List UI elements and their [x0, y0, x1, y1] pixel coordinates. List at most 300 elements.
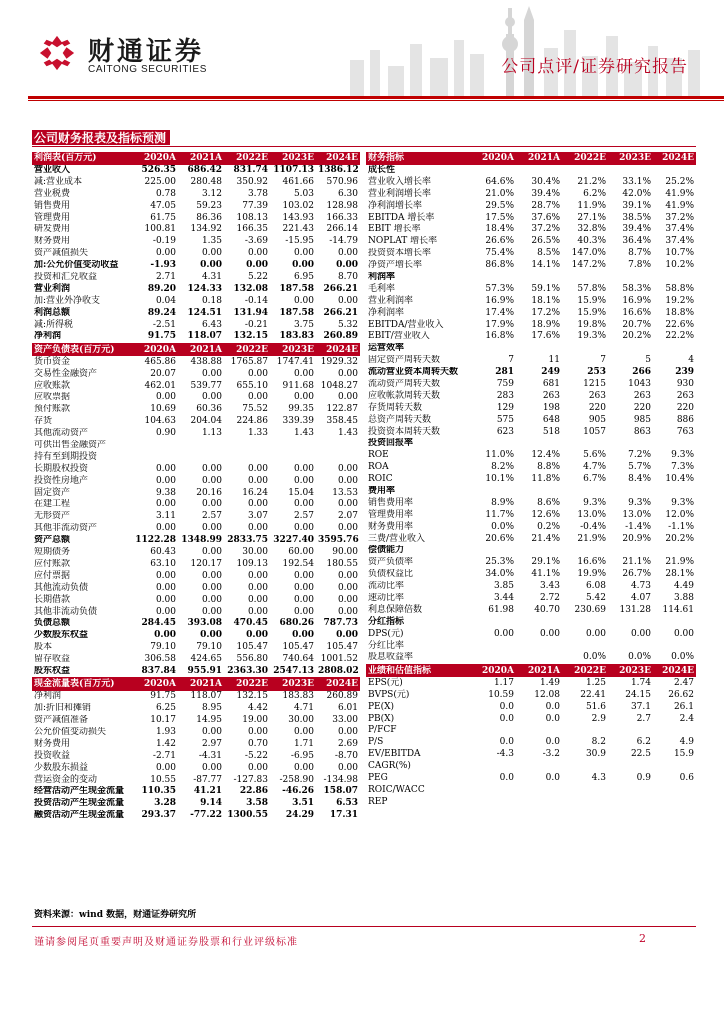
cell-value: 14.1% [531, 260, 560, 271]
row-label: P/S [368, 737, 384, 748]
table-row [32, 392, 360, 404]
cell-value: 21.9% [665, 557, 694, 568]
row-label: 负债权益比 [368, 569, 414, 580]
cell-value [470, 640, 516, 652]
cell-value: 763 [676, 426, 694, 437]
table-row [366, 367, 696, 379]
cell-value: 0.00 [247, 762, 268, 773]
cell-value: 22.2% [665, 331, 694, 342]
cell-value: 91.75 [150, 691, 176, 702]
table-row [32, 331, 360, 343]
cell-value: 37.1 [630, 701, 651, 712]
cell-value [608, 725, 653, 737]
cell-value: 3.85 [493, 581, 514, 592]
table-row [366, 640, 696, 652]
cell-value: 9.3% [628, 497, 651, 508]
cell-value: 10.69 [150, 404, 176, 415]
cell-value: 30.9 [585, 749, 606, 760]
cell-value: 79.10 [196, 642, 222, 653]
cell-value: 955.91 [178, 666, 224, 678]
cell-value: 0.00 [200, 260, 222, 271]
cell-value: 3.88 [673, 593, 694, 603]
cell-value: 0.00 [673, 628, 694, 639]
cell-value [608, 640, 653, 652]
cell-value: 198 [542, 402, 560, 413]
cell-value: 26.62 [668, 689, 694, 700]
cell-value: 16.9% [485, 295, 514, 306]
cell-value: 26.1 [673, 701, 694, 712]
row-label: 资产负债率 [368, 557, 414, 568]
table-row [366, 593, 696, 605]
table-row [366, 355, 696, 367]
cell-value [470, 545, 516, 557]
cell-value: 239 [675, 367, 694, 378]
cell-value: 2.7 [636, 713, 651, 724]
cell-value: 0.00 [293, 594, 314, 605]
cell-value: 1057 [583, 426, 606, 437]
cell-value: 27.1% [577, 212, 606, 223]
cell-value: 686.42 [187, 164, 222, 175]
cell-value: 59.23 [196, 200, 222, 211]
cell-value: 0.00 [293, 523, 314, 534]
cell-value: -2.51 [152, 319, 176, 330]
row-label: 其他流动负债 [34, 582, 89, 593]
cell-value: 0.00 [337, 248, 358, 259]
cell-value: 4.49 [673, 581, 694, 592]
cell-value [653, 438, 696, 450]
cell-value: 103.02 [282, 200, 314, 211]
cell-value: 2023E [608, 664, 653, 677]
cell-value: 0.00 [247, 368, 268, 379]
cell-value [608, 616, 653, 628]
cell-value: 280.48 [190, 176, 222, 187]
row-label: 利息保障倍数 [368, 604, 423, 615]
cell-value: 132.08 [233, 283, 268, 294]
table-row [366, 521, 696, 533]
row-label: PEG [368, 772, 388, 783]
row-label: EBIT 增长率 [368, 224, 421, 235]
caitong-logo-icon [38, 34, 76, 72]
cell-value: 1747.41 [276, 356, 314, 367]
cell-value: -15.95 [285, 236, 314, 247]
row-label: 留存收益 [34, 654, 71, 665]
cell-value: -258.90 [279, 774, 314, 785]
cell-value: 260.89 [326, 691, 358, 702]
cell-value: 0.00 [630, 628, 651, 639]
cell-value: 221.43 [282, 224, 314, 235]
cell-value: 18.1% [531, 295, 560, 306]
cell-value [562, 640, 608, 652]
row-label: CAGR(%) [368, 761, 411, 772]
cell-value: 0.00 [336, 630, 358, 641]
cell-value: 13.53 [332, 487, 358, 498]
cell-value: 30.00 [242, 547, 268, 558]
cell-value: -1.1% [668, 521, 694, 532]
cell-value: 10.59 [488, 689, 514, 700]
cell-value: 0.00 [336, 260, 358, 271]
cell-value: 0.00 [293, 762, 314, 773]
cell-value: 281 [495, 367, 514, 378]
cell-value: 3595.76 [318, 535, 359, 546]
row-label: 少数股东损益 [34, 762, 89, 773]
cell-value: 266.14 [326, 224, 358, 235]
cell-value: 25.2% [665, 176, 694, 187]
table-row [366, 784, 696, 796]
table-row [32, 535, 360, 547]
cell-value: 0.00 [247, 594, 268, 605]
row-label: 利润总额 [34, 307, 71, 318]
cell-value: 187.58 [279, 307, 314, 318]
cell-value: 0.00 [155, 594, 176, 605]
cell-value: 105.47 [236, 642, 268, 653]
row-label: 投资性房地产 [34, 475, 89, 486]
table-row [32, 810, 360, 822]
table-row [366, 319, 696, 331]
row-label: 营运资金的变动 [34, 774, 98, 785]
cell-value: 11 [548, 355, 560, 366]
cell-value: 7 [508, 355, 514, 366]
cell-value: 2808.02 [318, 665, 359, 676]
cell-value: 4 [688, 355, 694, 366]
cell-value: 0.00 [247, 523, 268, 534]
table-row [32, 703, 360, 715]
cell-value: 41.9% [665, 200, 694, 211]
table-row [366, 462, 696, 474]
cell-value: 260.89 [316, 331, 360, 343]
table-header-row [32, 678, 360, 691]
cell-value: 2021A [178, 343, 224, 356]
row-label: EBIT/营业收入 [368, 331, 430, 342]
cell-value: 91.75 [132, 331, 178, 343]
cell-value: 284.45 [141, 618, 176, 629]
table-row [366, 426, 696, 438]
cell-value: 0.0% [608, 652, 653, 664]
cell-value: 60.36 [196, 404, 222, 415]
cell-value: -8.70 [334, 750, 358, 761]
cell-value: 40.70 [534, 604, 560, 615]
cell-value: 863 [633, 426, 651, 437]
cell-value: 77.39 [242, 200, 268, 211]
row-label: 其他非流动负债 [34, 606, 98, 617]
cell-value: 166.33 [326, 212, 358, 223]
table-row [366, 497, 696, 509]
cell-value: 8.2% [491, 462, 514, 473]
cell-value: 22.41 [580, 689, 606, 700]
page-header [0, 0, 724, 100]
cell-value: 24.15 [625, 689, 651, 700]
cell-value: -1.93 [150, 260, 176, 271]
row-label: 财务费用 [34, 236, 71, 247]
cell-value [653, 343, 696, 355]
cell-value: 19.9% [577, 569, 606, 580]
cell-value: 0.90 [155, 428, 176, 439]
cell-value: 1107.13 [273, 164, 314, 175]
row-label: 销售费用 [34, 200, 71, 211]
cell-value: 2024E [316, 678, 360, 691]
cell-value: 204.04 [190, 416, 222, 427]
cell-value: 8.6% [537, 497, 560, 508]
cell-value: 20.2% [665, 533, 694, 544]
cell-value: 0.00 [201, 547, 222, 558]
cell-value [653, 545, 696, 557]
cell-value [470, 438, 516, 450]
cell-value: 2.47 [673, 677, 694, 688]
cell-value: 0.00 [293, 570, 314, 581]
cell-value: -87.77 [193, 774, 222, 785]
cell-value: 9.3% [671, 450, 694, 461]
cell-value: 13.0% [622, 509, 651, 520]
cell-value: 22.5 [630, 749, 651, 760]
row-label: 净利润率 [368, 307, 405, 318]
table-row [32, 738, 360, 750]
cell-value: 26.6% [485, 236, 514, 247]
cell-value [516, 343, 562, 355]
cell-value [470, 165, 516, 177]
row-label: 流动资产周转天数 [368, 378, 441, 389]
row-label: 营业利润增长率 [368, 188, 432, 199]
cell-value: 2023E [270, 343, 316, 356]
cell-value: 905 [588, 414, 606, 425]
cell-value: 759 [496, 378, 514, 389]
cell-value: 30.00 [288, 715, 314, 726]
cell-value: 1.43 [293, 428, 314, 439]
cell-value: 16.6% [622, 307, 651, 318]
cell-value: 886 [676, 414, 694, 425]
cell-value: 1.42 [155, 738, 176, 749]
table-row [366, 652, 696, 664]
row-label: 财务费用 [34, 738, 71, 749]
cell-value [562, 165, 608, 177]
row-label: 减:营业成本 [34, 176, 83, 187]
table-row [32, 798, 360, 810]
row-label: 投资和汇兑收益 [34, 271, 98, 282]
header-divider [28, 96, 724, 99]
cell-value: 0.00 [154, 630, 176, 641]
cell-value: 3.51 [292, 798, 314, 809]
cell-value: 109.13 [236, 558, 268, 569]
cell-value: 21.4% [531, 533, 560, 544]
cell-value: 11.8% [531, 474, 560, 485]
table-row [366, 283, 696, 295]
cell-value [316, 451, 360, 463]
cell-value [470, 796, 516, 808]
row-label: 偿债能力 [368, 545, 405, 556]
cell-value: 0.00 [337, 727, 358, 738]
table-row [366, 796, 696, 808]
cell-value: 0.0 [545, 772, 560, 783]
cell-value: 438.88 [190, 356, 222, 367]
cell-value: 1348.99 [181, 535, 222, 546]
cell-value: 3227.40 [273, 535, 314, 546]
cell-value: 57.3% [485, 283, 514, 294]
cell-value [562, 784, 608, 796]
cell-value: 1.25 [585, 677, 606, 688]
cell-value: 831.74 [233, 164, 268, 175]
table-row [32, 750, 360, 762]
cell-value: 86.36 [196, 212, 222, 223]
cell-value: 37.2% [665, 212, 694, 223]
cell-value: -1.4% [625, 521, 651, 532]
cell-value: 120.17 [190, 558, 222, 569]
table-header-row [32, 343, 360, 356]
row-label: ROIC [368, 474, 393, 485]
cell-value: 25.3% [485, 557, 514, 568]
cell-value [516, 438, 562, 450]
cell-value: 1001.52 [320, 654, 358, 665]
cell-value: 655.10 [236, 380, 268, 391]
cell-value: 283 [496, 390, 514, 401]
cell-value [608, 165, 653, 177]
table-row [366, 628, 696, 640]
section-title [32, 130, 696, 147]
row-label: 负债总额 [34, 618, 71, 629]
table-row [32, 547, 360, 559]
cell-value: 339.39 [282, 416, 314, 427]
cell-value: 0.00 [155, 762, 176, 773]
cell-value: 3.78 [247, 188, 268, 199]
cell-value: 5.32 [337, 319, 358, 330]
cell-value: 0.00 [201, 606, 222, 617]
cell-value: -4.3 [496, 749, 514, 760]
cell-value: 0.0% [491, 521, 514, 532]
cell-value: 6.30 [337, 188, 358, 199]
cell-value: 0.00 [337, 523, 358, 534]
row-label: 投资回报率 [368, 438, 414, 449]
financial-indicators-table [366, 152, 696, 808]
cell-value [653, 272, 696, 284]
cell-value: 648 [542, 414, 560, 425]
cell-value: 263 [676, 390, 694, 401]
table-row [32, 762, 360, 774]
row-label: 分红指标 [368, 616, 405, 627]
table-row [366, 236, 696, 248]
cell-value: 89.24 [147, 307, 176, 318]
cell-value: 18.4% [485, 224, 514, 235]
cell-value: 2.72 [539, 593, 560, 603]
cell-value: 104.63 [144, 416, 176, 427]
row-label: 固定资产 [34, 487, 71, 498]
row-label: 交易性金融资产 [34, 368, 98, 379]
cell-value: 556.80 [236, 654, 268, 665]
cell-value: 39.4% [531, 188, 560, 199]
cell-value [516, 165, 562, 177]
table-row [366, 295, 696, 307]
cell-value: 124.51 [187, 307, 222, 318]
cell-value: 131.94 [233, 307, 268, 318]
footer-disclaimer: 谨请参阅尾页重要声明及财通证券股票和行业评级标准 [34, 937, 298, 948]
cell-value: 110.35 [141, 786, 176, 797]
cell-value: 2021A [516, 152, 562, 165]
cell-value [653, 725, 696, 737]
cell-value: 1048.27 [320, 380, 358, 391]
cell-value: 837.84 [132, 666, 178, 678]
cell-value: 570.96 [326, 176, 358, 187]
cell-value: 1.49 [539, 677, 560, 688]
cell-value: 5.6% [583, 450, 606, 461]
cell-value: -0.21 [244, 319, 268, 330]
cell-value: 19.3% [577, 331, 606, 342]
cell-value [516, 545, 562, 557]
cell-value: 575 [496, 414, 514, 425]
cell-value: 58.3% [622, 283, 651, 294]
cell-value [470, 343, 516, 355]
cell-value: 0.00 [155, 248, 176, 259]
table-row [366, 509, 696, 521]
cell-value: 2024E [316, 152, 360, 165]
cell-value: 681 [542, 378, 560, 389]
cell-value: 10.1% [485, 474, 514, 485]
cell-value: 1.17 [493, 677, 514, 688]
cell-value: 8.9% [491, 497, 514, 508]
cell-value: 39.1% [622, 200, 651, 211]
row-label: 分红比率 [368, 640, 405, 651]
cell-value: 2022E [562, 152, 608, 165]
cell-value: 225.00 [144, 176, 176, 187]
row-label: 运营效率 [368, 343, 405, 354]
cell-value: 11.0% [485, 450, 514, 461]
cell-value: 3.12 [201, 188, 222, 199]
row-label: 货币资金 [34, 356, 71, 367]
cell-value: 122.87 [326, 404, 358, 415]
cell-value: 350.92 [236, 176, 268, 187]
table-row [366, 604, 696, 616]
row-label: NOPLAT 增长率 [368, 236, 438, 247]
cell-value: 2022E [224, 343, 270, 356]
cell-value: 0.00 [201, 727, 222, 738]
cell-value: 5.22 [247, 271, 268, 282]
table-row [366, 260, 696, 272]
cell-value: 0.9 [636, 772, 651, 783]
row-label: 其他非流动资产 [34, 523, 98, 534]
cell-value [608, 545, 653, 557]
header-divider-thin [28, 100, 724, 101]
cell-value: 0.00 [293, 463, 314, 474]
table-row [366, 569, 696, 581]
table-row [32, 654, 360, 666]
cell-value: 37.2% [531, 224, 560, 235]
cell-value [470, 486, 516, 498]
row-label: 投资收益 [34, 750, 71, 761]
cell-value: 0.00 [292, 630, 314, 641]
table-row [32, 283, 360, 295]
cell-value: 118.07 [178, 331, 224, 343]
cell-value: 4.31 [201, 271, 222, 282]
cell-value [562, 616, 608, 628]
table-row [366, 200, 696, 212]
cell-value [470, 616, 516, 628]
cell-value: 680.26 [279, 618, 314, 629]
cell-value: 424.65 [190, 654, 222, 665]
cell-value: 2.97 [201, 738, 222, 749]
cell-value: 0.00 [201, 463, 222, 474]
cell-value: 6.7% [583, 474, 606, 485]
cell-value: 0.6 [679, 772, 694, 783]
cell-value: 2.57 [201, 511, 222, 522]
cell-value: 0.78 [155, 188, 176, 199]
cell-value: 4.9 [679, 737, 694, 748]
row-label: 营业收入增长率 [368, 176, 432, 187]
cell-value: 2547.13 [270, 666, 316, 678]
cell-value: 465.86 [144, 356, 176, 367]
cell-value: 12.4% [531, 450, 560, 461]
cell-value: 0.00 [337, 594, 358, 605]
row-label: 营业税费 [34, 188, 71, 199]
cell-value: 132.15 [236, 691, 268, 702]
table-row [32, 475, 360, 487]
table-row [32, 727, 360, 739]
cell-value: 4.73 [630, 581, 651, 592]
cell-value: 105.47 [282, 642, 314, 653]
